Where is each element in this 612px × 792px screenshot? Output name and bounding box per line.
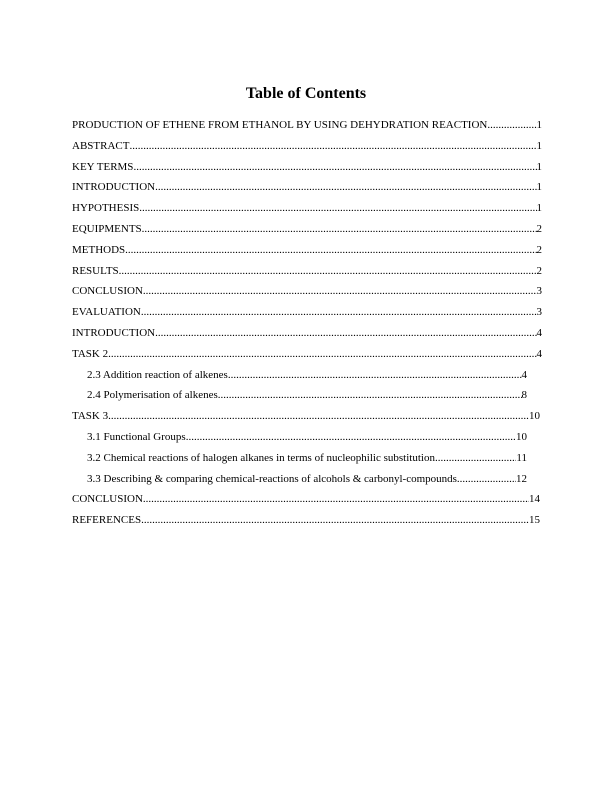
dot-leader [141,302,537,323]
toc-entry-page: 10 [516,430,527,443]
toc-entry-page: 12 [516,472,527,485]
dot-leader [125,240,536,261]
dot-leader [155,323,536,344]
dot-leader [141,510,529,531]
toc-entry-page: 4 [521,368,527,381]
toc-entry-label: 3.2 Chemical reactions of halogen alkanes in terms of nucleophilic substitution [87,451,435,464]
toc-entry-page: 4 [536,326,542,339]
toc-entry-page: 1 [536,181,542,194]
toc-entry[interactable] [72,469,527,490]
toc-entry[interactable] [72,385,527,406]
dot-leader [186,427,516,448]
toc-entry-label: CONCLUSION [72,285,143,298]
toc-entry-page: 2 [536,264,542,277]
toc-entry-page: 2 [536,243,542,256]
toc-entry-page: 3 [536,306,542,319]
dot-leader [457,469,516,490]
toc-entry[interactable] [72,198,542,219]
dot-leader [108,344,536,365]
dot-leader [142,219,537,240]
dot-leader [143,489,529,510]
toc-entry-label: RESULTS [72,264,119,277]
toc-entry-label: 2.3 Addition reaction of alkenes [87,368,228,381]
toc-list [72,115,542,531]
toc-entry-label: INTRODUCTION [72,326,156,339]
dot-leader [119,261,537,282]
toc-entry[interactable] [72,448,527,469]
toc-entry[interactable] [72,115,542,136]
toc-entry-label: TASK 2 [72,347,109,360]
toc-entry-label: INTRODUCTION [72,181,156,194]
toc-entry[interactable] [72,427,527,448]
toc-entry-label: PRODUCTION OF ETHENE FROM ETHANOL BY USING DEHYDRATION REACTION [72,119,488,131]
toc-entry-page: 1 [536,202,542,215]
toc-entry-page: 1 [536,119,542,131]
toc-entry-page: 2 [536,222,542,235]
toc-entry[interactable] [72,219,542,240]
toc-entry[interactable] [72,302,542,323]
toc-entry[interactable] [72,136,542,157]
toc-entry[interactable] [72,489,540,510]
toc-entry-page: 1 [536,139,542,152]
dot-leader [487,115,536,136]
toc-entry-label: 2.4 Polymerisation of alkenes [87,389,218,402]
dot-leader [218,385,522,406]
toc-entry[interactable] [72,323,542,344]
toc-entry-label: TASK 3 [72,410,109,423]
toc-entry-label: CONCLUSION [72,493,143,506]
toc-entry-label: EVALUATION [72,306,141,319]
toc-entry-page: 15 [529,514,540,527]
toc-entry[interactable] [72,365,527,386]
dot-leader [129,136,536,157]
toc-entry-page: 4 [536,347,542,360]
dot-leader [133,157,536,178]
toc-entry-label: ABSTRACT [72,139,130,152]
toc-entry[interactable] [72,157,542,178]
toc-entry[interactable] [72,281,542,302]
toc-entry-page: 1 [536,160,542,173]
toc-entry[interactable] [72,510,540,531]
toc-entry[interactable] [72,344,542,365]
dot-leader [108,406,529,427]
dot-leader [228,365,522,386]
toc-entry-label: HYPOTHESIS [72,202,140,215]
toc-entry-label: EQUIPMENTS [72,222,142,235]
toc-entry[interactable] [72,261,542,282]
toc-title: Table of Contents [245,85,367,102]
toc-entry[interactable] [72,177,542,198]
toc-entry[interactable] [72,406,540,427]
toc-entry-label: 3.1 Functional Groups [87,430,186,443]
toc-entry-page: 8 [521,389,527,402]
dot-leader [143,281,537,302]
toc-entry-label: 3.3 Describing & comparing chemical-reactions of alcohols & carbonyl-compounds [87,472,457,485]
toc-entry-label: REFERENCES [72,514,142,527]
toc-entry[interactable] [72,240,542,261]
dot-leader [435,448,516,469]
toc-entry-page: 11 [516,451,527,464]
toc-entry-page: 14 [529,493,540,506]
dot-leader [155,177,536,198]
toc-entry-label: METHODS [72,243,126,256]
dot-leader [139,198,536,219]
toc-entry-page: 10 [529,410,540,423]
toc-entry-page: 3 [536,285,542,298]
toc-entry-label: KEY TERMS [72,160,134,173]
